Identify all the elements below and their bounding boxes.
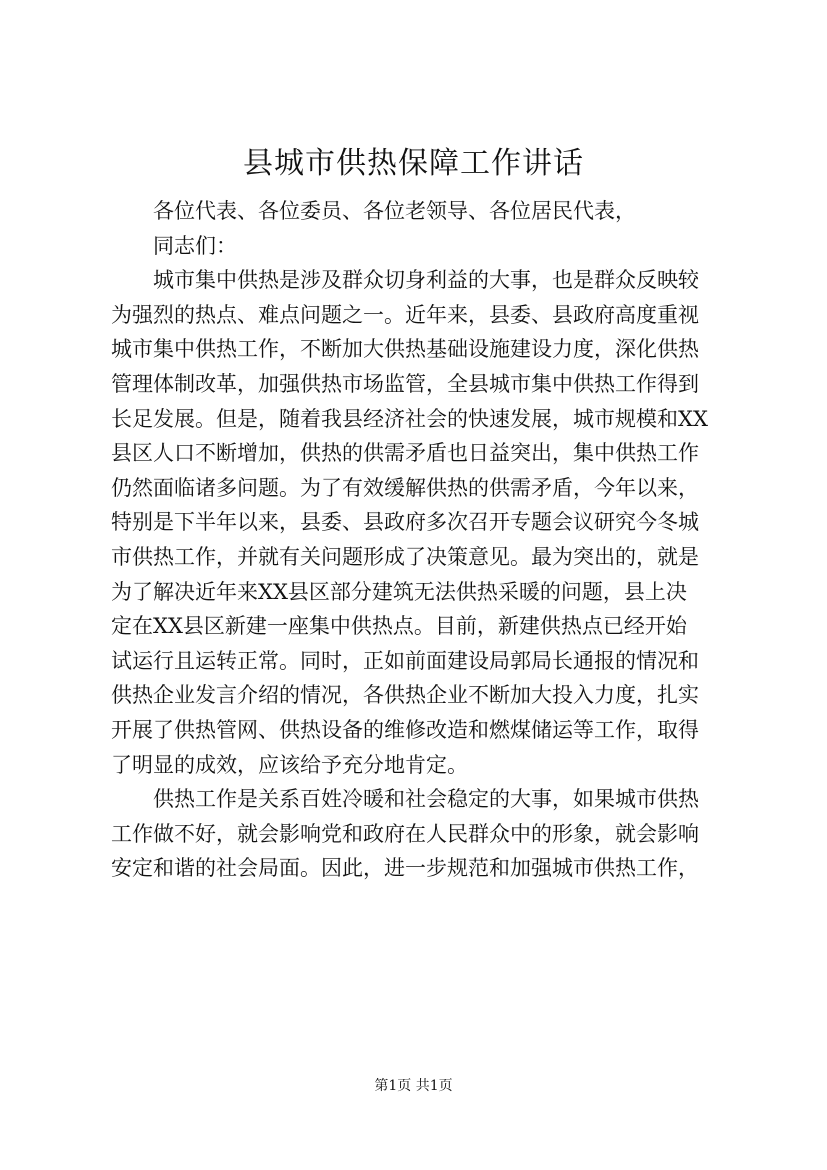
text-line: 为强烈的热点、难点问题之一。近年来，县委、县政府高度重视 (111, 302, 699, 327)
text-line: 安定和谐的社会局面。因此，进一步规范和加强城市供热工作， (111, 856, 699, 881)
text-line: 各位代表、各位委员、各位老领导、各位居民代表， (153, 199, 636, 223)
text-line: 县区人口不断增加，供热的供需矛盾也日益突出，集中供热工作 (111, 441, 699, 466)
text-line: 了明显的成效，应该给予充分地肯定。 (111, 752, 468, 777)
text-line: 特别是下半年以来，县委、县政府多次召开专题会议研究今冬城 (111, 510, 699, 535)
document-body (111, 194, 739, 886)
text-line: 定在XX县区新建一座集中供热点。目前，新建供热点已经开始 (111, 614, 687, 639)
page-footer: 第1页 共1页 (374, 1078, 453, 1094)
text-line: 供热工作是关系百姓冷暖和社会稳定的大事，如果城市供热 (153, 787, 699, 812)
text-line: 工作做不好，就会影响党和政府在人民群众中的形象，就会影响 (111, 821, 699, 846)
text-line: 为了解决近年来XX县区部分建筑无法供热采暖的问题，县上决 (111, 579, 687, 604)
text-line: 开展了供热管网、供热设备的维修改造和燃煤储运等工作，取得 (111, 717, 699, 742)
text-line: 试运行且运转正常。同时，正如前面建设局郭局长通报的情况和 (111, 648, 699, 673)
text-line: 供热企业发言介绍的情况，各供热企业不断加大投入力度，扎实 (111, 683, 699, 708)
text-line: 城市集中供热是涉及群众切身利益的大事，也是群众反映较 (153, 268, 699, 293)
text-line: 长足发展。但是，随着我县经济社会的快速发展，城市规模和XX (111, 406, 708, 431)
text-line: 管理体制改革，加强供热市场监管，全县城市集中供热工作得到 (111, 371, 699, 396)
text-line: 市供热工作，并就有关问题形成了决策意见。最为突出的，就是 (111, 544, 699, 569)
document-title: 县城市供热保障工作讲话 (243, 146, 584, 181)
text-line: 同志们： (153, 233, 237, 258)
text-line: 仍然面临诸多问题。为了有效缓解供热的供需矛盾，今年以来， (111, 475, 699, 500)
text-line: 城市集中供热工作，不断加大供热基础设施建设力度，深化供热 (111, 337, 699, 362)
